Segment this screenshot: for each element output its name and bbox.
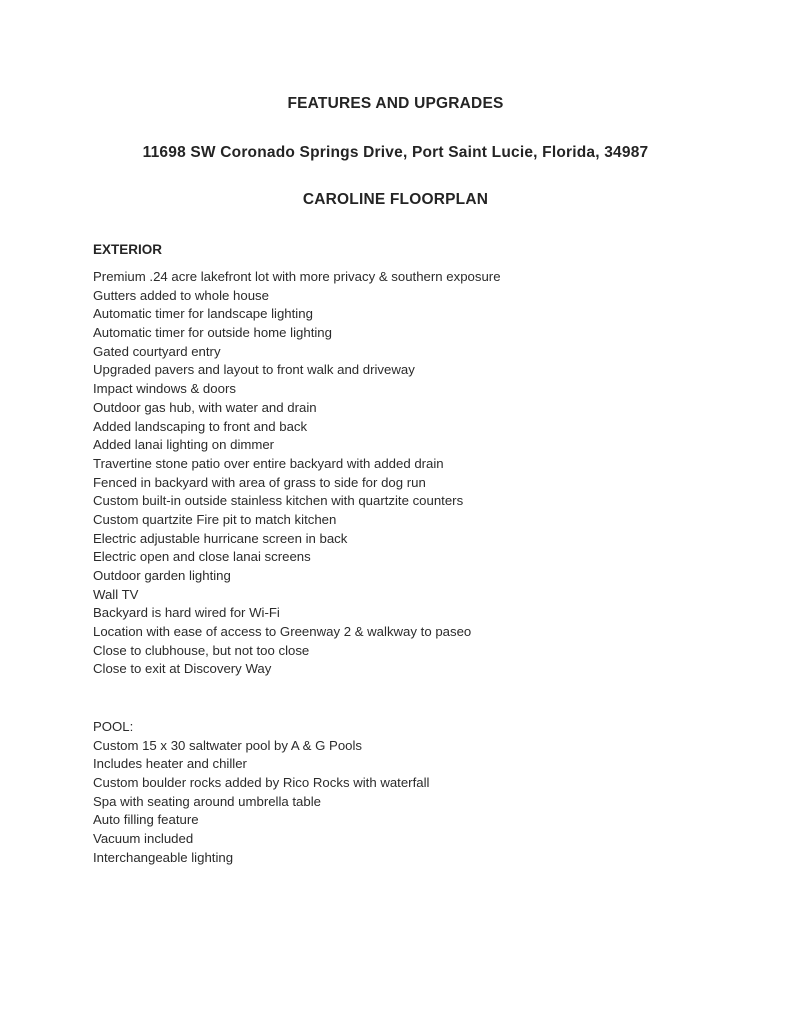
section-heading-pool: POOL: bbox=[93, 719, 134, 734]
feature-line: Gated courtyard entry bbox=[93, 343, 221, 359]
feature-line: Custom built-in outside stainless kitchen with quartzite counters bbox=[93, 493, 464, 509]
feature-line: Impact windows & doors bbox=[93, 381, 236, 397]
feature-line: Added lanai lighting on dimmer bbox=[93, 437, 275, 453]
feature-line: Interchangeable lighting bbox=[93, 849, 234, 865]
feature-line: Includes heater and chiller bbox=[93, 756, 247, 772]
feature-line: Electric open and close lanai screens bbox=[93, 549, 311, 565]
feature-line: Custom boulder rocks added by Rico Rocks with waterfall bbox=[93, 775, 430, 791]
feature-line: Backyard is hard wired for Wi-Fi bbox=[93, 605, 280, 621]
feature-line: Location with ease of access to Greenway 2 & walkway to paseo bbox=[93, 624, 472, 640]
feature-line: Fenced in backyard with area of grass to side for dog run bbox=[93, 474, 426, 490]
feature-line: Outdoor gas hub, with water and drain bbox=[93, 399, 317, 415]
feature-line: Upgraded pavers and layout to front walk and driveway bbox=[93, 362, 415, 378]
feature-line: Outdoor garden lighting bbox=[93, 568, 231, 583]
feature-line: Auto filling feature bbox=[93, 812, 199, 828]
section-heading-exterior: EXTERIOR bbox=[93, 242, 163, 257]
feature-line: Premium .24 acre lakefront lot with more privacy & southern exposure bbox=[93, 269, 501, 284]
feature-line: Close to clubhouse, but not too close bbox=[93, 642, 310, 658]
feature-line: Automatic timer for landscape lighting bbox=[93, 306, 313, 322]
feature-line: Custom quartzite Fire pit to match kitchen bbox=[93, 511, 337, 527]
feature-line: Electric adjustable hurricane screen in back bbox=[93, 530, 348, 546]
feature-line: Gutters added to whole house bbox=[93, 287, 269, 303]
feature-line: Vacuum included bbox=[93, 831, 194, 847]
document-title: FEATURES AND UPGRADES bbox=[287, 95, 504, 112]
feature-line: Close to exit at Discovery Way bbox=[93, 661, 272, 677]
feature-line: Custom 15 x 30 saltwater pool by A & G Pools bbox=[93, 737, 363, 753]
floorplan-title: CAROLINE FLOORPLAN bbox=[302, 191, 489, 208]
exterior-feature-list bbox=[93, 268, 731, 679]
feature-line: Automatic timer for outside home lighting bbox=[93, 325, 332, 341]
pool-feature-list bbox=[93, 718, 731, 868]
feature-line: Wall TV bbox=[93, 586, 139, 602]
property-address: 11698 SW Coronado Springs Drive, Port Saint Lucie, Florida, 34987 bbox=[142, 144, 649, 161]
feature-line: Added landscaping to front and back bbox=[93, 418, 308, 434]
feature-line: Travertine stone patio over entire backyard with added drain bbox=[93, 455, 444, 471]
feature-line: Spa with seating around umbrella table bbox=[93, 793, 321, 809]
